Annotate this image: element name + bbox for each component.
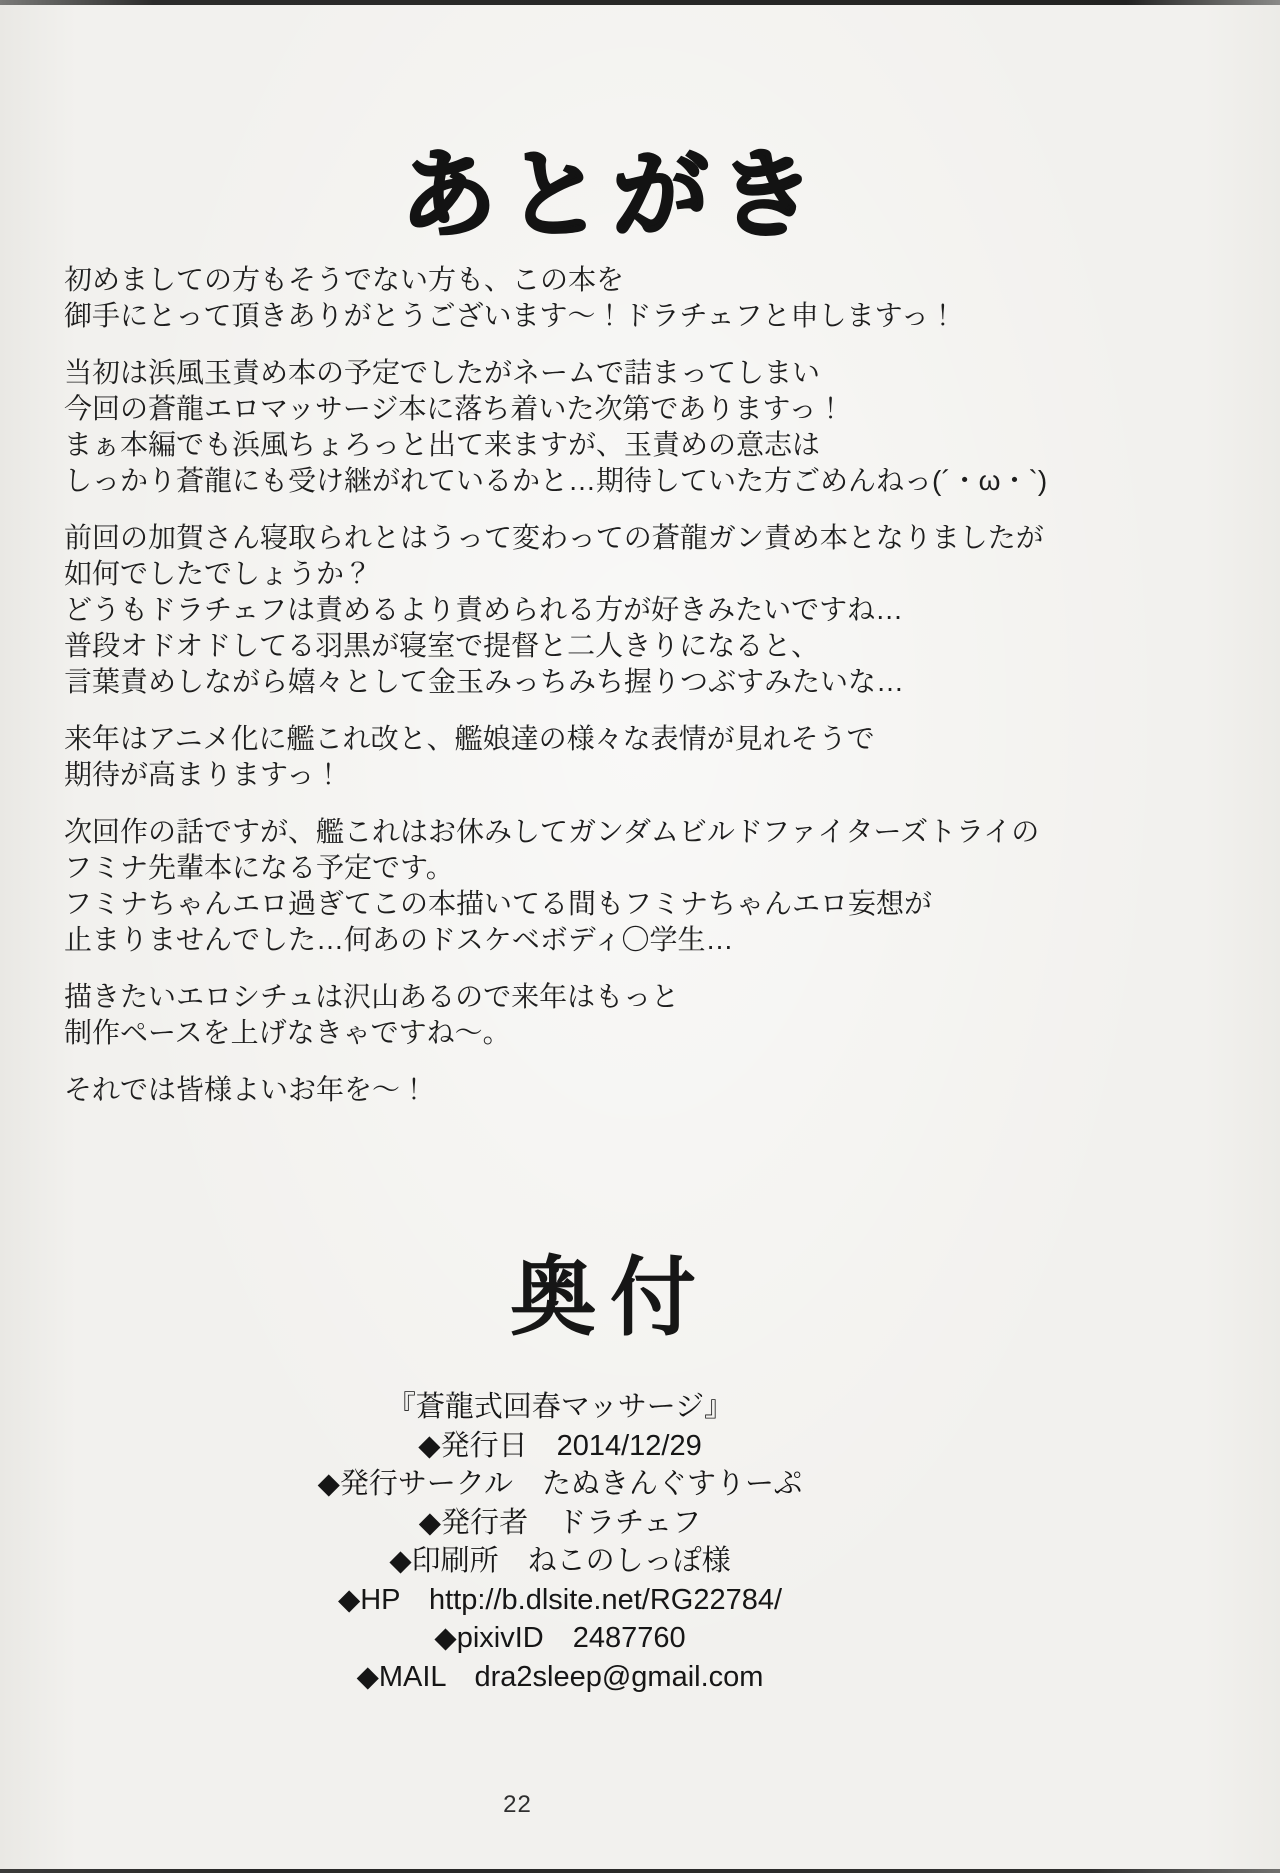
afterword-paragraph	[64, 520, 1250, 700]
afterword-paragraph	[64, 721, 1250, 793]
afterword-line: 描きたいエロシチュは沢山あるので来年はもっと	[64, 981, 680, 1012]
afterword-paragraph	[64, 814, 1250, 958]
afterword-line: それでは皆様よいお年を〜！	[64, 1074, 429, 1105]
scan-edge-top	[0, 0, 1280, 5]
page-number: 22	[503, 1791, 532, 1818]
afterword-line: 期待が高まりますっ！	[64, 759, 343, 790]
afterword-line: フミナ先輩本になる予定です。	[64, 852, 454, 883]
colophon-line-hp: ◆HP http://b.dlsite.net/RG22784/	[337, 1583, 783, 1616]
afterword-paragraph	[64, 262, 1250, 334]
afterword-line: 次回作の話ですが、艦これはお休みしてガンダムビルドファイターズトライの	[64, 816, 1040, 847]
colophon-book-title: 『蒼龍式回春マッサージ』	[386, 1391, 734, 1423]
colophon-title: 奥付	[510, 1250, 710, 1347]
scan-edge-bottom	[0, 1869, 1280, 1873]
afterword-line: どうもドラチェフは責めるより責められる方が好きみたいですね…	[64, 594, 904, 625]
afterword-line: 今回の蒼龍エロマッサージ本に落ち着いた次第でありますっ！	[64, 393, 845, 424]
afterword-line: フミナちゃんエロ過ぎてこの本描いてる間もフミナちゃんエロ妄想が	[64, 888, 933, 919]
colophon-line-circle: ◆発行サークル たぬきんぐすりーぷ	[317, 1468, 803, 1500]
afterword-line: 制作ペースを上げなきゃですね〜。	[64, 1017, 511, 1048]
colophon-line-publisher: ◆発行者 ドラチェフ	[418, 1506, 702, 1539]
afterword-line: 当初は浜風玉責め本の予定でしたがネームで詰まってしまい	[64, 357, 821, 388]
afterword-line: まぁ本編でも浜風ちょろっと出て来ますが、玉責めの意志は	[64, 429, 821, 460]
afterword-line: 前回の加賀さん寝取られとはうって変わっての蒼龍ガン責め本となりましたが	[64, 522, 1044, 553]
colophon-line-publish-date: ◆発行日 2014/12/29	[418, 1429, 702, 1462]
afterword-paragraph	[64, 979, 1250, 1051]
colophon-line-printer: ◆印刷所 ねこのしっぽ様	[389, 1545, 731, 1577]
colophon-block	[0, 1388, 1120, 1696]
afterword-line: 初めましての方もそうでない方も、この本を	[64, 264, 625, 295]
afterword-title: あとがき	[400, 142, 825, 250]
afterword-body	[64, 262, 1250, 1129]
afterword-line: 御手にとって頂きありがとうございます〜！ドラチェフと申しますっ！	[64, 300, 957, 331]
afterword-line: 普段オドオドしてる羽黒が寝室で提督と二人きりになると、	[64, 630, 820, 661]
afterword-paragraph	[64, 1072, 1250, 1108]
afterword-line: 如何でしたでしょうか？	[64, 558, 373, 589]
colophon-line-pixiv: ◆pixivID 2487760	[434, 1622, 686, 1654]
afterword-paragraph	[64, 355, 1250, 499]
afterword-line: しっかり蒼龍にも受け継がれているかと…期待していた方ごめんねっ(´・ω・`)	[64, 465, 1048, 496]
afterword-line: 来年はアニメ化に艦これ改と、艦娘達の様々な表情が見れそうで	[64, 723, 875, 754]
afterword-line: 言葉責めしながら嬉々として金玉みっちみち握りつぶすみたいな…	[64, 666, 905, 697]
colophon-line-mail: ◆MAIL dra2sleep@gmail.com	[356, 1660, 764, 1693]
afterword-line: 止まりませんでした…何あのドスケベボディ〇学生…	[64, 924, 734, 955]
